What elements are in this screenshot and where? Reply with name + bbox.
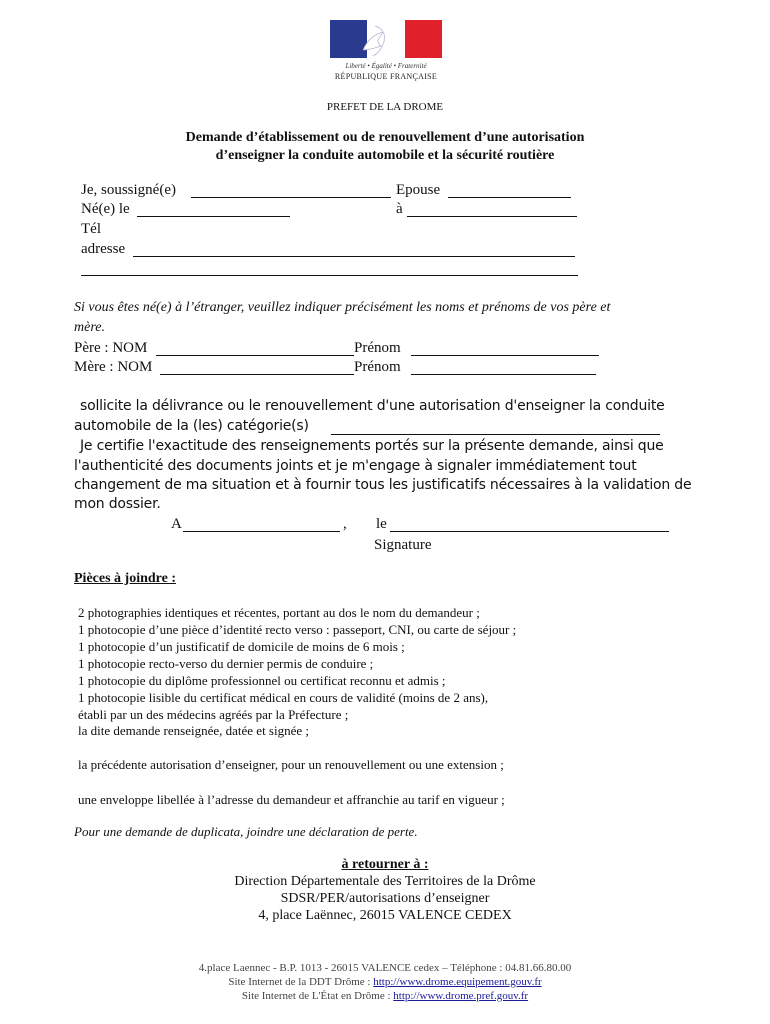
form-title-line1: Demande d’établissement ou de renouvellement d’une autorisation	[185, 130, 585, 145]
piece-envelope: une enveloppe libellée à l’adresse du demandeur et affranchie au tarif en vigueur ;	[78, 792, 505, 807]
piece-item-2: 1 photocopie d’une pièce d’identité recto verso : passeport, CNI, ou carte de séjour ;	[78, 622, 517, 637]
certify-line3: changement de ma situation et à fournir tous les justificatifs nécessaires à la validation de	[74, 477, 692, 493]
pere-nom-label: Père : NOM	[74, 340, 148, 356]
mere-nom-input[interactable]	[160, 374, 354, 375]
foreign-note-line1: Si vous êtes né(e) à l’étranger, veuillez indiquer précisément les noms et prénoms de vos père et	[74, 300, 611, 315]
pere-nom-input[interactable]	[156, 355, 354, 356]
piece-item-6: 1 photocopie lisible du certificat médical en cours de validité (moins de 2 ans),	[78, 690, 489, 705]
place-input[interactable]	[183, 531, 340, 532]
duplicate-note: Pour une demande de duplicata, joindre une déclaration de perte.	[74, 824, 418, 839]
pere-prenom-label: Prénom	[354, 340, 401, 356]
return-line3: 4, place Laënnec, 26015 VALENCE CEDEX	[258, 908, 512, 923]
piece-item-3: 1 photocopie d’un justificatif de domicile de moins de 6 mois ;	[78, 639, 405, 654]
footer-ddt	[0, 976, 770, 988]
piece-item-5: 1 photocopie du diplôme professionnel ou certificat reconnu et admis ;	[78, 673, 446, 688]
epouse-label: Epouse	[396, 182, 441, 198]
return-heading: à retourner à :	[341, 857, 429, 872]
place-comma: ,	[343, 516, 347, 532]
footer-etat-label: Site Internet de L'État en Drôme :	[241, 990, 394, 1002]
adresse-label: adresse	[81, 241, 126, 257]
tricolor-flag-icon	[330, 20, 442, 58]
soussigne-label: Je, soussigné(e)	[81, 182, 176, 198]
place-label: A	[171, 516, 182, 532]
return-line2: SDSR/PER/autorisations d’enseigner	[280, 891, 490, 906]
pieces-heading: Pièces à joindre :	[74, 571, 176, 586]
mere-prenom-input[interactable]	[411, 374, 596, 375]
piece-item-4: 1 photocopie recto-verso du dernier permis de conduire ;	[78, 656, 374, 671]
birth-date-input[interactable]	[137, 216, 290, 217]
request-line1: sollicite la délivrance ou le renouvellement d'une autorisation d'enseigner la conduite	[80, 398, 665, 414]
tel-label: Tél	[81, 221, 101, 237]
ddt-website-link[interactable]: http://www.drome.equipement.gouv.fr	[373, 976, 542, 988]
epouse-input[interactable]	[448, 197, 571, 198]
prefet-heading: PREFET DE LA DROME	[326, 101, 444, 113]
republic-motto: Liberté • Égalité • Fraternité	[345, 62, 427, 70]
piece-item-7: établi par un des médecins agréés par la Préfecture ;	[78, 707, 349, 722]
footer-address: 4.place Laennec - B.P. 1013 - 26015 VALENCE cedex – Téléphone : 04.81.66.80.00	[198, 962, 572, 974]
request-line2: automobile de la (les) catégorie(s)	[74, 418, 309, 434]
piece-previous-authorization: la précédente autorisation d’enseigner, pour un renouvellement ou une extension ;	[78, 757, 504, 772]
piece-item-1: 2 photographies identiques et récentes, portant au dos le nom du demandeur ;	[78, 605, 480, 620]
mere-prenom-label: Prénom	[354, 359, 401, 375]
adresse-input[interactable]	[133, 256, 575, 257]
foreign-note-line2: mère.	[74, 320, 105, 335]
certify-line1: Je certifie l'exactitude des renseignements portés sur la présente demande, ainsi que	[80, 438, 664, 454]
etat-website-link[interactable]: http://www.drome.pref.gouv.fr	[393, 990, 529, 1002]
form-title-line2: d’enseigner la conduite automobile et la sécurité routière	[215, 148, 555, 163]
signature-label: Signature	[374, 537, 432, 553]
soussigne-input[interactable]	[191, 197, 391, 198]
date-input[interactable]	[390, 531, 669, 532]
certify-line2: l'authenticité des documents joints et je m'engage à signaler immédiatement tout	[74, 458, 637, 474]
footer-ddt-label: Site Internet de la DDT Drôme :	[228, 976, 374, 988]
date-label: le	[376, 516, 387, 532]
categorie-input[interactable]	[331, 434, 660, 435]
birth-place-label: à	[396, 201, 403, 217]
pere-prenom-input[interactable]	[411, 355, 599, 356]
footer-etat	[0, 990, 770, 1002]
republic-name: RÉPUBLIQUE FRANÇAISE	[334, 72, 438, 81]
adresse-input-line2[interactable]	[81, 275, 578, 276]
return-line1: Direction Départementale des Territoires de la Drôme	[234, 874, 536, 889]
certify-line4: mon dossier.	[74, 496, 161, 512]
piece-item-8: la dite demande renseignée, datée et signée ;	[78, 723, 310, 738]
mere-nom-label: Mère : NOM	[74, 359, 153, 375]
birth-date-label: Né(e) le	[81, 201, 130, 217]
marianne-logo	[330, 20, 442, 81]
birth-place-input[interactable]	[407, 216, 577, 217]
